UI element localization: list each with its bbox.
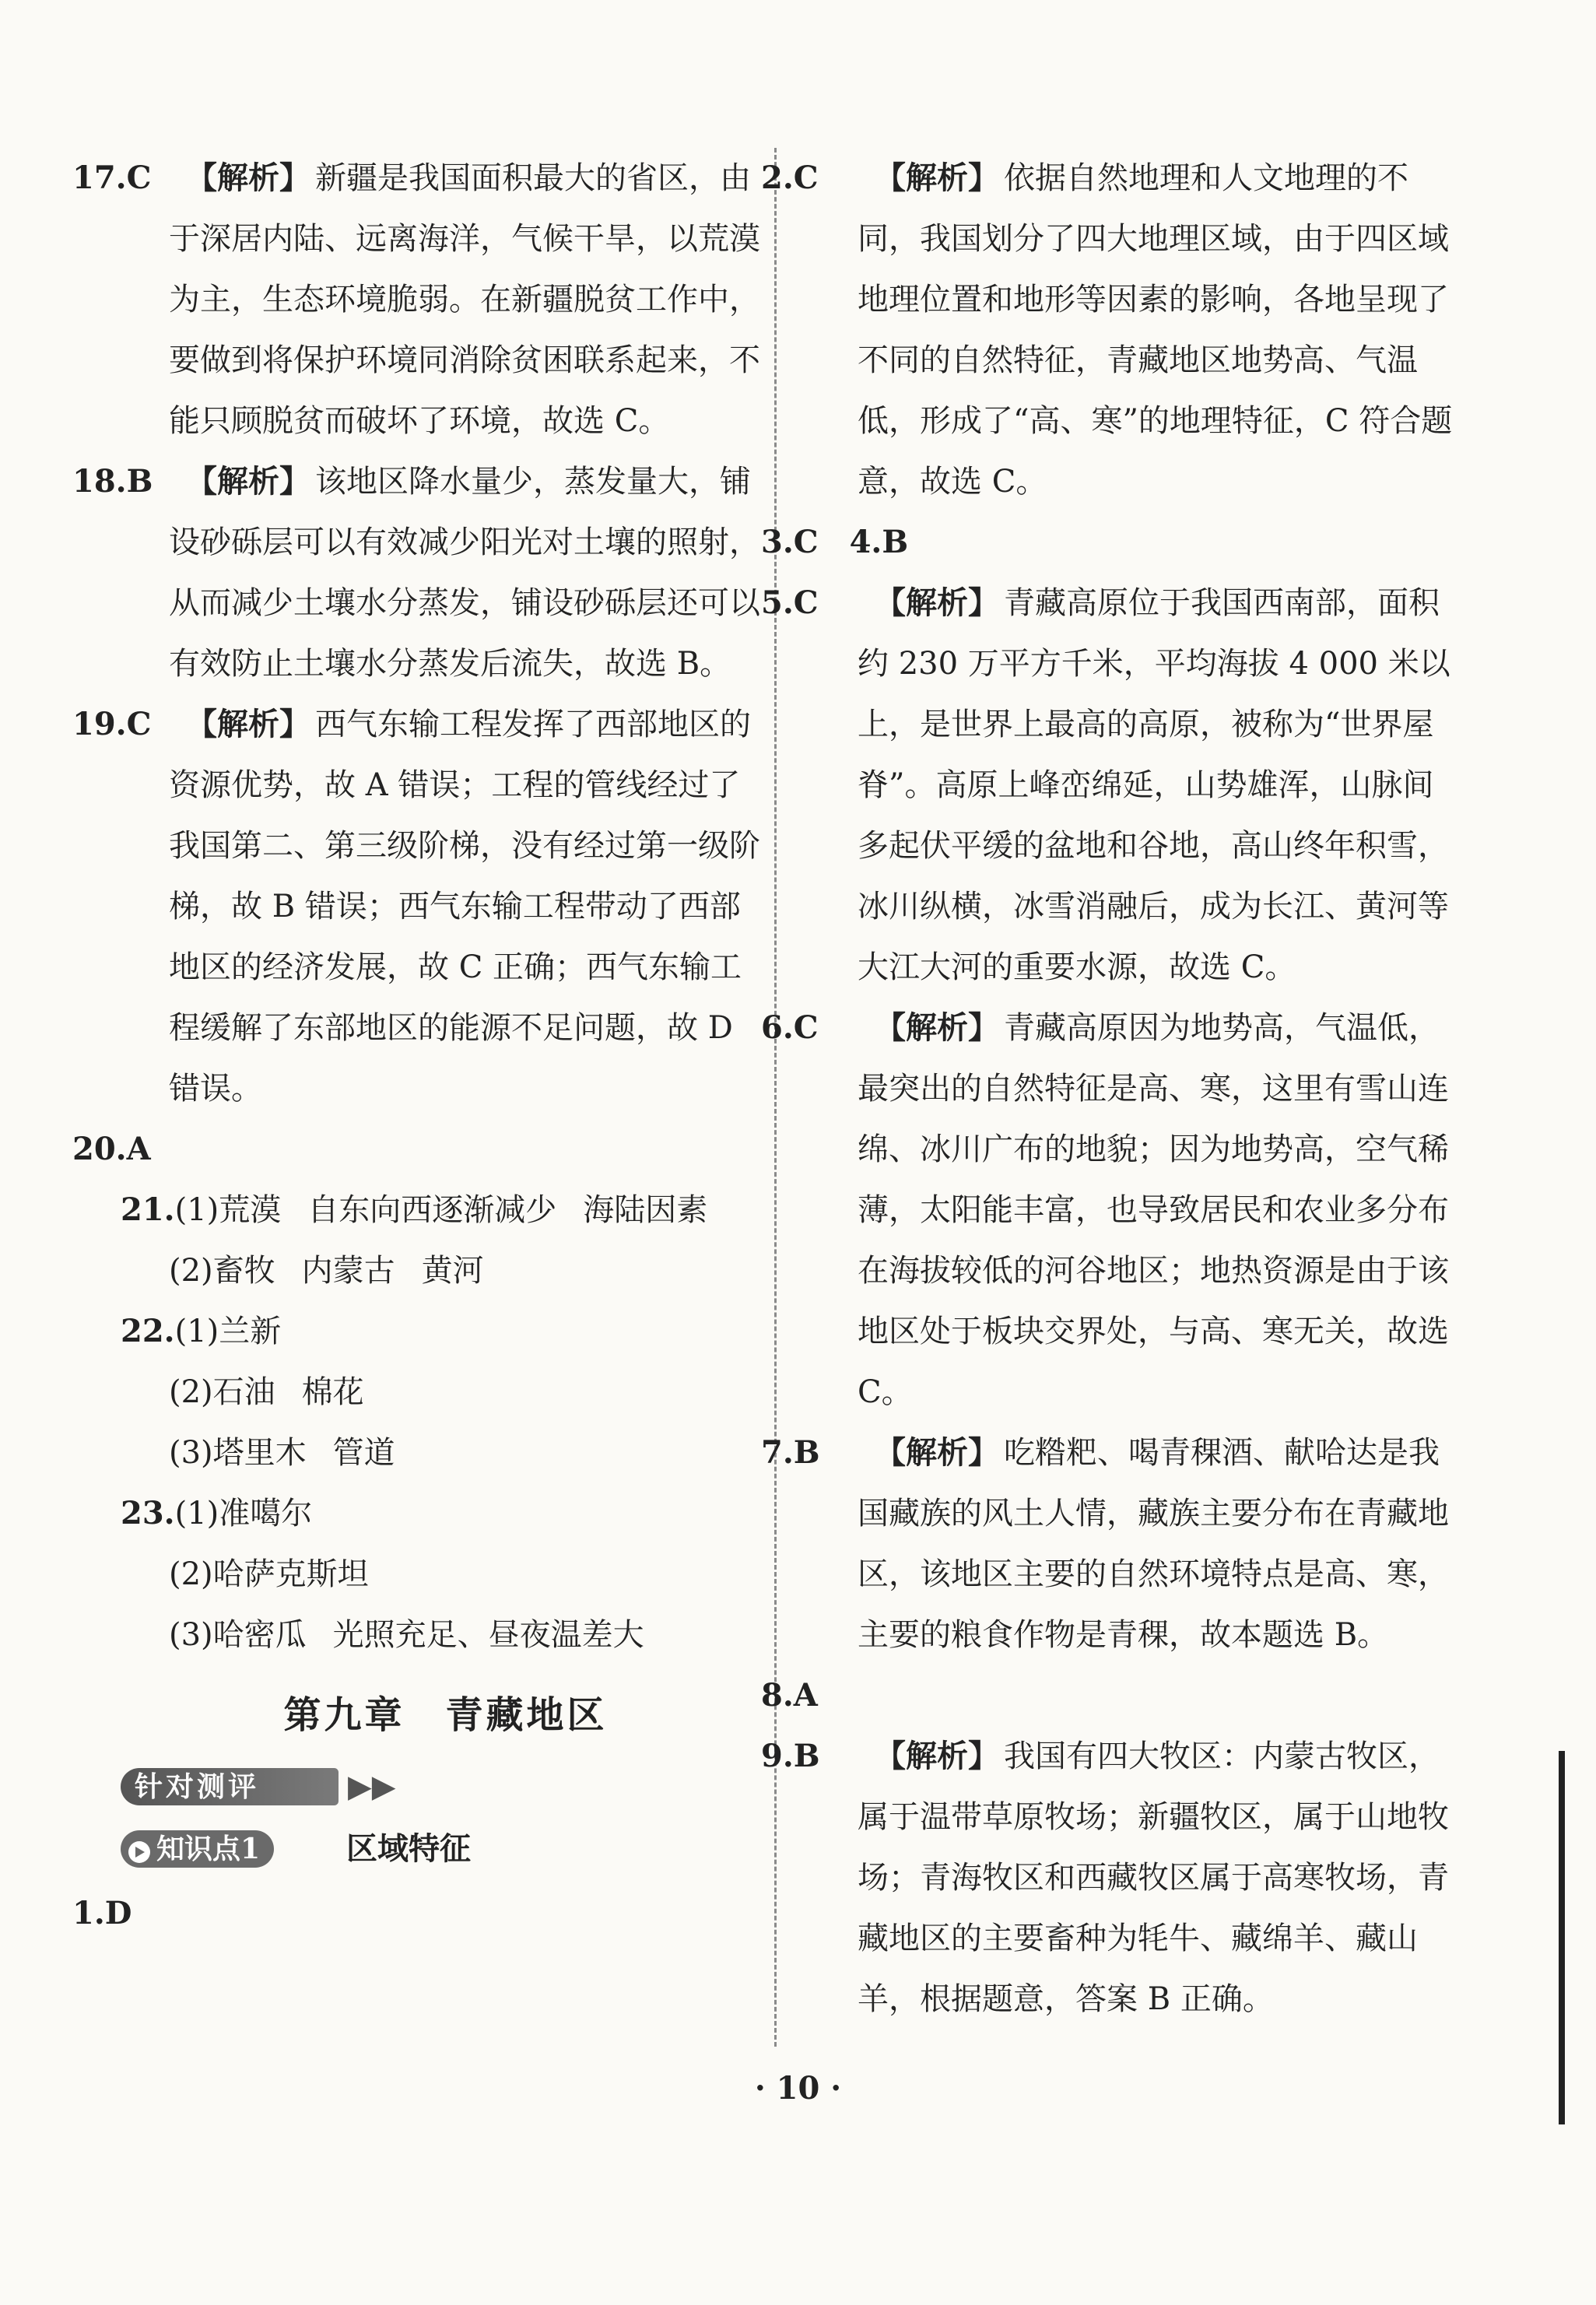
analysis-text: 青藏高原因为地势高，气温低，最突出的自然特征是高、寒，这里有雪山连绵、冰川广布的地貌；因为地势高，空气稀薄，太阳能丰富，也导致居民和农业多分布在海拔较低的河谷地区；地热资源是由于该地区处于板块交界处，与高、寒无关，故选 C。 xyxy=(858,1010,1449,1410)
answer-number: 18.B xyxy=(72,463,153,500)
answer-6 xyxy=(761,998,1463,1423)
knowledge-point-header xyxy=(121,1827,770,1871)
answer-21 xyxy=(121,1180,770,1240)
analysis-text: 该地区降水量少，蒸发量大，铺设砂砾层可以有效减少阳光对土壤的照射，从而减少土壤水分蒸发，铺设砂砾层还可以有效防止土壤水分蒸发后流失，故选 B。 xyxy=(169,464,760,682)
analysis-tag: 【解析】 xyxy=(186,463,310,500)
right-column xyxy=(761,148,1463,2030)
answer-part: (2)畜牧 xyxy=(169,1253,275,1289)
answer-number: 7.B xyxy=(761,1434,820,1471)
answer-17 xyxy=(72,148,770,451)
answer-18 xyxy=(72,451,770,694)
analysis-tag: 【解析】 xyxy=(875,1738,999,1774)
analysis-tag: 【解析】 xyxy=(186,160,310,196)
answer-number: 1.D xyxy=(72,1895,132,1931)
answer-part: 光照充足、昼夜温差大 xyxy=(332,1617,644,1653)
answer-part: 棉花 xyxy=(301,1374,364,1410)
answer-2 xyxy=(761,148,1463,512)
analysis-tag: 【解析】 xyxy=(875,1009,999,1046)
answer-22-line2 xyxy=(121,1362,770,1423)
edge-line xyxy=(1559,1751,1565,2124)
analysis-text: 新疆是我国面积最大的省区，由于深居内陆、远离海洋，气候干旱，以荒漠为主，生态环境脆弱。在新疆脱贫工作中，要做到将保护环境同消除贫困联系起来，不能只顾脱贫而破坏了环境，故选 C。 xyxy=(169,160,760,439)
knowledge-point-label xyxy=(121,1830,274,1868)
section-banner xyxy=(121,1763,770,1810)
answer-part: (1)荒漠 xyxy=(174,1192,282,1228)
answer-number: 17.C xyxy=(72,160,152,196)
answer-part: (3)塔里木 xyxy=(169,1435,307,1471)
answer-number: 2.C xyxy=(761,160,819,196)
answer-7 xyxy=(761,1423,1463,1665)
answer-part: (1)准噶尔 xyxy=(174,1496,313,1531)
analysis-text: 我国有四大牧区：内蒙古牧区，属于温带草原牧场；新疆牧区，属于山地牧场；青海牧区和西藏牧区属于高寒牧场，青藏地区的主要畜种为牦牛、藏绵羊、藏山羊，根据题意，答案 B 正确。 xyxy=(858,1738,1449,2017)
answer-number: 3.C 4.B xyxy=(761,524,909,560)
analysis-tag: 【解析】 xyxy=(875,584,999,621)
analysis-text: 吃糌粑、喝青稞酒、献哈达是我国藏族的风土人情，藏族主要分布在青藏地区，该地区主要的自然环境特点是高、寒，主要的粮食作物是青稞，故本题选 B。 xyxy=(858,1435,1449,1653)
answer-part: 管道 xyxy=(332,1435,395,1471)
answer-number: 8.A xyxy=(761,1677,818,1714)
answer-part: 海陆因素 xyxy=(583,1192,708,1228)
answer-8 xyxy=(761,1665,1463,1726)
answer-23-line3 xyxy=(121,1605,770,1665)
analysis-tag: 【解析】 xyxy=(875,1434,999,1471)
answer-21-line2 xyxy=(121,1240,770,1301)
answer-9 xyxy=(761,1726,1463,2030)
chapter-title: 第九章 青藏地区 xyxy=(283,1693,608,1737)
double-arrow-icon: ▶▶ xyxy=(348,1769,396,1805)
answer-23 xyxy=(121,1483,770,1544)
answer-number: 5.C xyxy=(761,584,819,621)
play-icon xyxy=(128,1841,150,1863)
answer-number: 9.B xyxy=(761,1738,820,1774)
answer-part: 内蒙古 xyxy=(301,1253,395,1289)
banner-text: 针对测评 xyxy=(135,1770,260,1803)
answer-number: 22. xyxy=(121,1313,175,1349)
analysis-text: 青藏高原位于我国西南部，面积约 230 万平方千米，平均海拔 4 000 米以上，是世界上最高的高原，被称为“世界屋脊”。高原上峰峦绵延，山势雄浑，山脉间多起伏平缓的盆地和谷地，高山终年积雪，冰川纵横，冰雪消融后，成为长江、黄河等大江大河的重要水源，故选 C。 xyxy=(858,585,1450,985)
answer-22-line3 xyxy=(121,1423,770,1483)
analysis-text: 依据自然地理和人文地理的不同，我国划分了四大地理区域，由于四区域地理位置和地形等因素的影响，各地呈现了不同的自然特征，青藏地区地势高、气温低，形成了“高、寒”的地理特征，C 符合题意，故选 C。 xyxy=(858,160,1453,500)
answer-number: 6.C xyxy=(761,1009,819,1046)
answer-23-line2 xyxy=(121,1544,770,1605)
answer-22 xyxy=(121,1301,770,1362)
answer-5 xyxy=(761,573,1463,998)
knowledge-point-title: 区域特征 xyxy=(346,1830,471,1867)
answer-part: 黄河 xyxy=(421,1253,484,1289)
answer-part: (1)兰新 xyxy=(174,1314,282,1349)
answer-number: 21. xyxy=(121,1191,175,1228)
answer-part: (3)哈密瓜 xyxy=(169,1617,307,1653)
answer-1 xyxy=(72,1883,770,1944)
answer-part: 自东向西逐渐减少 xyxy=(307,1192,557,1228)
answer-number: 23. xyxy=(121,1495,175,1531)
answer-number: 19.C xyxy=(72,706,152,742)
knowledge-point-label-text: 知识点1 xyxy=(156,1833,261,1865)
answer-number: 20.A xyxy=(72,1131,151,1167)
answer-part: (2)哈萨克斯坦 xyxy=(169,1556,369,1592)
answer-19 xyxy=(72,694,770,1119)
analysis-tag: 【解析】 xyxy=(875,160,999,196)
answer-part: (2)石油 xyxy=(169,1374,275,1410)
analysis-text: 西气东输工程发挥了西部地区的资源优势，故 A 错误；工程的管线经过了我国第二、第三级阶梯，没有经过第一级阶梯，故 B 错误；西气东输工程带动了西部地区的经济发展，故 C 正确；西气东输工程缓解了东部地区的能源不足问题，故 D 错误。 xyxy=(169,707,760,1107)
answer-20 xyxy=(72,1119,770,1180)
left-column xyxy=(72,148,770,1944)
page-number: · 10 · xyxy=(754,2070,842,2107)
answer-3-4 xyxy=(761,512,1463,573)
analysis-tag: 【解析】 xyxy=(186,706,310,742)
